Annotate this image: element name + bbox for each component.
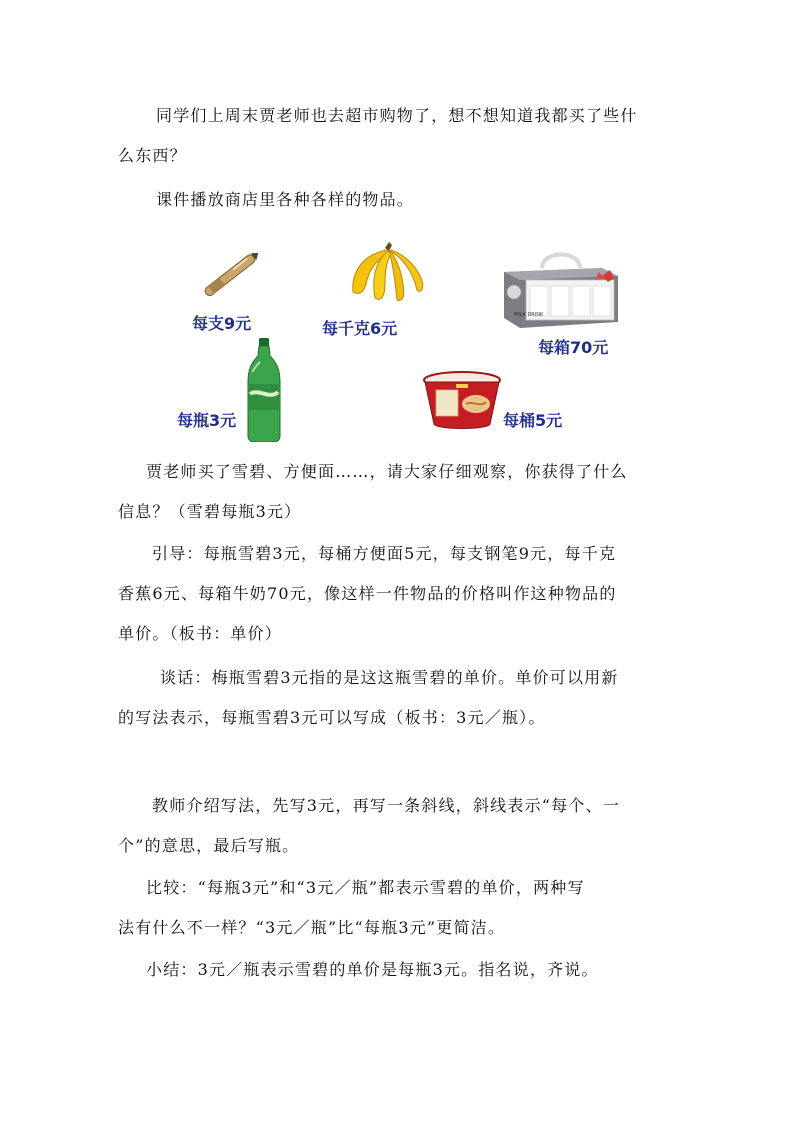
milk-box-icon: [498, 246, 624, 330]
pen-icon: [196, 248, 266, 302]
sprite-bottle-icon: [244, 338, 284, 442]
paragraph-observation: [118, 452, 678, 532]
paragraph-summary: [118, 950, 678, 990]
text-line: 的写法表示，每瓶雪碧3元可以写成（板书：3元／瓶）。: [118, 708, 546, 727]
text-line: 个”的意思，最后写瓶。: [118, 836, 300, 855]
text-line: 课件播放商店里各种各样的物品。: [156, 190, 415, 209]
text-line: 同学们上周末贾老师也去超市购物了，想不想知道我都买了些什: [156, 106, 638, 125]
paragraph-talk: [118, 658, 678, 738]
banana-price-label: 每千克6元: [322, 319, 398, 338]
paragraph-comparison: [118, 868, 678, 948]
paragraph-guidance: [118, 534, 678, 654]
text-line: 单价。（板书：单价）: [118, 624, 283, 643]
paragraph-writing-method: [118, 786, 678, 866]
text-line: 小结：3元／瓶表示雪碧的单价是每瓶3元。指名说，齐说。: [146, 960, 599, 979]
text-line: 比较：“每瓶3元”和“3元／瓶”都表示雪碧的单价，两种写: [146, 878, 585, 897]
pen-price-label: 每支9元: [192, 314, 252, 333]
text-line: 信息？（雪碧每瓶3元）: [118, 502, 302, 521]
text-line: 谈话：梅瓶雪碧3元指的是这这瓶雪碧的单价。单价可以用新: [160, 668, 619, 687]
banana-icon: [345, 240, 425, 306]
paragraph-courseware: [118, 180, 678, 220]
milk-box-text: MILK DRINK: [514, 312, 544, 318]
text-line: 法有什么不一样？“3元／瓶”比“每瓶3元”更简洁。: [118, 918, 506, 937]
sprite-price-label: 每瓶3元: [177, 411, 237, 430]
text-line: 香蕉6元、每箱牛奶70元，像这样一件物品的价格叫作这种物品的: [118, 584, 617, 603]
noodles-price-label: 每桶5元: [503, 411, 563, 430]
text-line: 贾老师买了雪碧、方便面……，请大家仔细观察，你获得了什么: [146, 462, 628, 481]
noodle-bowl-icon: [422, 370, 502, 432]
paragraph-intro: [118, 96, 678, 176]
text-line: 引导：每瓶雪碧3元，每桶方便面5元，每支钢笔9元，每千克: [152, 544, 617, 563]
text-line: 么东西？: [118, 146, 187, 165]
text-line: 教师介绍写法，先写3元，再写一条斜线，斜线表示“每个、一: [152, 796, 620, 815]
milk-price-label: 每箱70元: [538, 338, 609, 357]
